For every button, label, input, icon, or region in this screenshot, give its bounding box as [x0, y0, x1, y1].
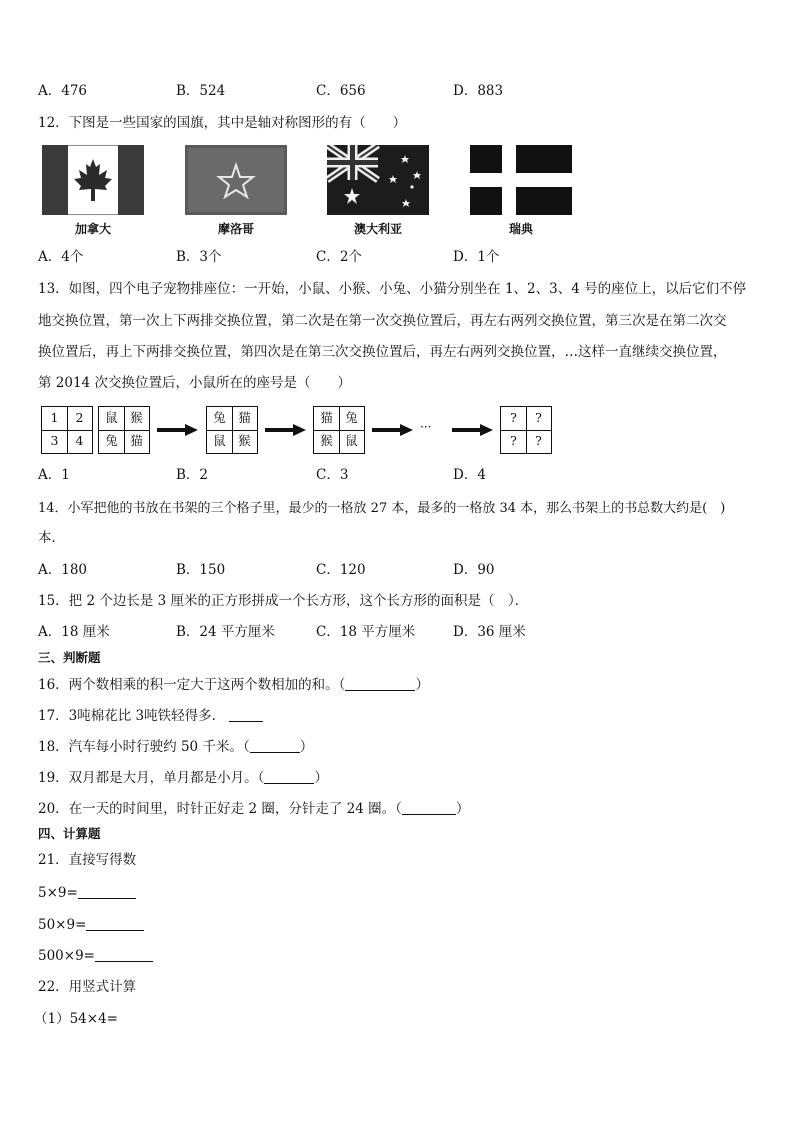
seat-cell: 兔 [105, 433, 118, 449]
seat-cell: 鼠 [105, 410, 118, 426]
option-d: D．36 厘米 [453, 624, 526, 640]
seat-cell: 鼠 [213, 433, 226, 449]
option-d: D．90 [453, 562, 495, 578]
seat-cell: 1 [50, 410, 59, 426]
calc-item [38, 886, 136, 901]
calc-item [38, 949, 153, 964]
answer-blank[interactable] [229, 709, 263, 722]
question-22-item: （1）54×4= [34, 1011, 118, 1027]
question-17-text: 17．3吨棉花比 3吨铁轻得多． [38, 708, 226, 724]
flag-caption-morocco: 摩洛哥 [217, 222, 254, 236]
question-16 [38, 678, 429, 693]
paren-close: ） [455, 801, 470, 817]
seat-grid-swap-1 [206, 406, 258, 454]
morocco-flag-icon [185, 145, 287, 215]
option-c: C．2个 [316, 249, 362, 265]
question-12-stem: 12．下图是一些国家的国旗，其中是轴对称图形的有（ ） [38, 115, 407, 131]
question-19-text: 19．双月都是大月，单月都是小月。（ [38, 770, 265, 786]
calc-expression: 50×9= [38, 917, 87, 933]
seat-cell: 兔 [213, 410, 226, 426]
canada-flag-icon [42, 145, 144, 215]
question-13-line-3: 换位置后，再上下两排交换位置，第四次是在第三次交换位置后，再左右两列交换位置，…这样一直继续交换位置， [38, 344, 727, 360]
seat-grid-unknown [500, 406, 552, 454]
seat-cell: 猴 [320, 433, 333, 449]
arrow-right-icon [372, 423, 414, 437]
option-a: A．1 [38, 467, 70, 483]
option-a: A．18 厘米 [38, 624, 110, 640]
question-20 [38, 802, 469, 817]
question-14-line-1: 14．小军把他的书放在书架的三个格子里，最少的一格放 27 本，最多的一格放 34 本，那么书架上的书总数大约是( ) [38, 501, 726, 516]
answer-blank[interactable] [95, 949, 153, 962]
answer-blank[interactable] [402, 802, 456, 815]
answer-blank[interactable] [78, 886, 136, 899]
seat-grid-start [98, 406, 150, 454]
question-13-line-2: 地交换位置，第一次上下两排交换位置，第二次是在第一次交换位置后，再左右两列交换位置，第三次是在第二次交 [38, 313, 727, 329]
option-b: B．2 [176, 467, 209, 483]
calc-expression: 500×9= [38, 948, 95, 964]
seat-cell: ? [510, 410, 517, 426]
flag-caption-australia: 澳大利亚 [353, 222, 402, 236]
calc-item [38, 918, 144, 933]
seat-cell: 鼠 [345, 433, 358, 449]
question-21-title: 21．直接写得数 [38, 852, 137, 868]
seat-cell: ? [535, 433, 542, 449]
option-d: D．4 [453, 467, 486, 483]
answer-blank[interactable] [345, 678, 415, 691]
option-b: B．3个 [176, 249, 222, 265]
option-a: A．476 [38, 83, 88, 99]
seat-cell: 猫 [320, 410, 333, 426]
ellipsis: ··· [420, 420, 432, 434]
question-20-text: 20．在一天的时间里，时针正好走 2 圈，分针走了 24 圈。（ [38, 801, 402, 817]
arrow-right-icon [452, 423, 494, 437]
paren-close: ） [415, 677, 429, 693]
calc-expression: 5×9= [38, 885, 78, 901]
question-17 [38, 709, 263, 724]
option-d: D．883 [453, 83, 504, 99]
seat-cell: 3 [50, 433, 59, 449]
question-14-line-2: 本． [38, 530, 65, 546]
question-13-line-4: 第 2014 次交换位置后，小鼠所在的座号是（ ） [38, 375, 351, 391]
option-b: B．150 [176, 562, 226, 578]
flag-caption-sweden: 瑞典 [508, 222, 533, 236]
option-a: A．180 [38, 562, 88, 578]
seat-grid-numbers [41, 406, 93, 454]
paren-close: ） [314, 770, 328, 786]
option-a: A．4个 [38, 249, 84, 265]
answer-blank[interactable] [86, 918, 144, 931]
question-22-title: 22．用竖式计算 [38, 979, 137, 995]
question-19 [38, 771, 328, 786]
seat-cell: 2 [75, 410, 84, 426]
option-d: D．1个 [453, 249, 500, 265]
paren-close: ） [299, 739, 314, 755]
seat-cell: 猫 [130, 433, 143, 449]
section-heading-judge: 三、判断题 [38, 650, 101, 665]
question-15-stem: 15．把 2 个边长是 3 厘米的正方形拼成一个长方形，这个长方形的面积是（ ）． [38, 593, 529, 609]
arrow-right-icon [157, 423, 199, 437]
option-c: C．3 [316, 467, 349, 483]
seat-cell: 猴 [238, 433, 251, 449]
section-heading-calc: 四、计算题 [38, 826, 101, 841]
seat-cell: ? [510, 433, 517, 449]
question-18-text: 18．汽车每小时行驶约 50 千米。（ [38, 739, 250, 755]
seat-grid-swap-2 [313, 406, 365, 454]
seat-cell: 猴 [130, 410, 143, 426]
seat-cell: 4 [75, 433, 84, 449]
seat-cell: 兔 [345, 410, 358, 426]
option-b: B．524 [176, 83, 226, 99]
flag-caption-canada: 加拿大 [74, 222, 111, 236]
question-18 [38, 740, 313, 755]
australia-flag-icon [327, 145, 429, 215]
arrow-right-icon [265, 423, 307, 437]
option-c: C．656 [316, 83, 366, 99]
seat-cell: ? [535, 410, 542, 426]
option-b: B．24 平方厘米 [176, 624, 275, 640]
option-c: C．120 [316, 562, 366, 578]
question-13-line-1: 13．如图，四个电子宠物排座位：一开始，小鼠、小猴、小兔、小猫分别坐在 1、2、3、4 号的座位上，以后它们不停 [38, 281, 747, 297]
question-16-text: 16．两个数相乘的积一定大于这两个数相加的和。（ [38, 677, 346, 693]
answer-blank[interactable] [250, 740, 300, 753]
option-c: C．18 平方厘米 [316, 624, 416, 640]
seat-cell: 猫 [238, 410, 251, 426]
answer-blank[interactable] [264, 771, 314, 784]
sweden-flag-icon [470, 145, 572, 215]
